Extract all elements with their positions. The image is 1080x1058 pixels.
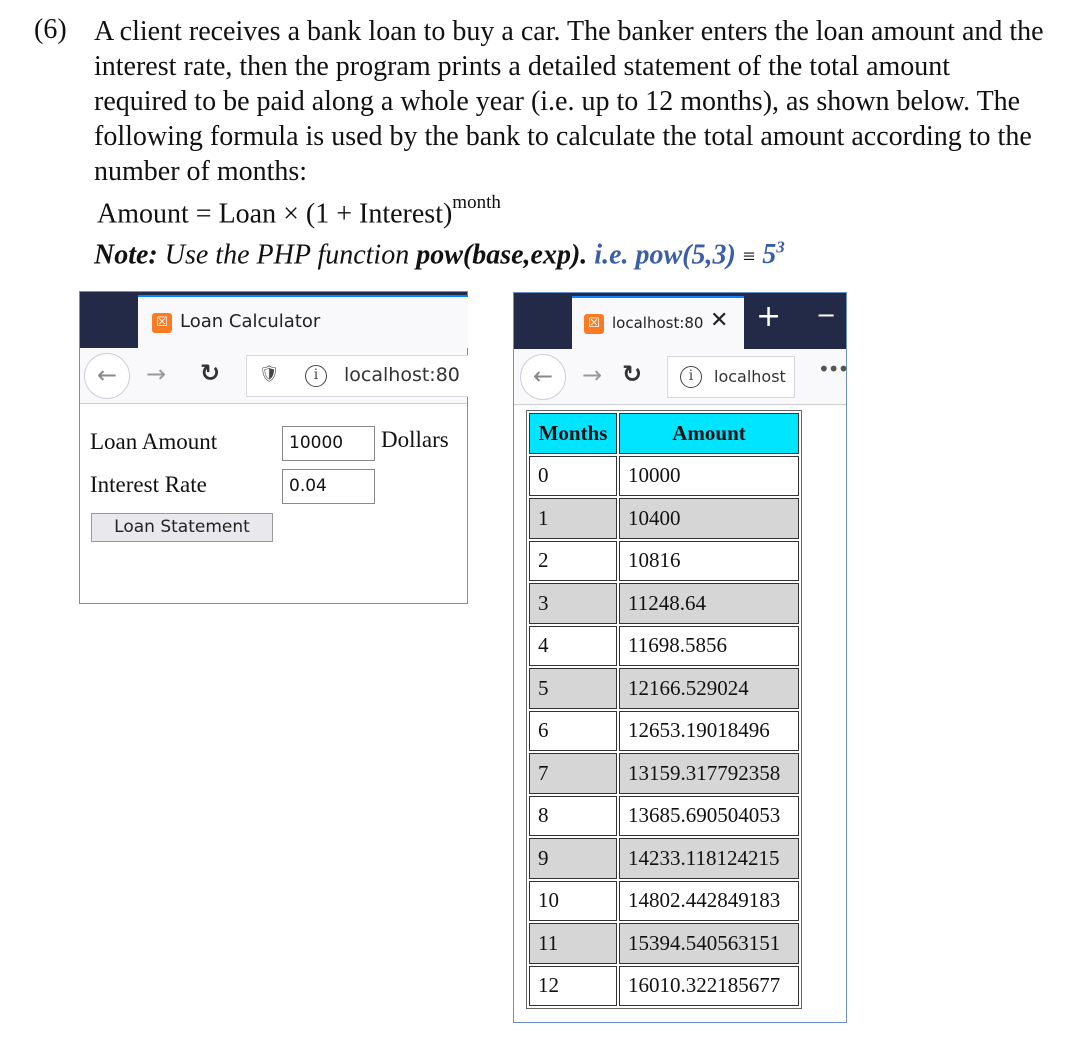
table-row [529,923,799,964]
tab-title: Loan Calculator [180,311,321,332]
more-menu-icon[interactable]: ••• [818,357,848,381]
formula-exponent: month [452,192,501,213]
nav-bar [80,348,467,404]
note [94,238,785,271]
tab-loan-calculator[interactable] [138,295,468,348]
forward-arrow-icon[interactable]: → [582,361,603,389]
table-row [529,796,799,837]
back-arrow-icon[interactable]: ← [520,354,566,400]
xampp-icon: ☒ [584,314,604,334]
back-arrow-icon[interactable]: ← [84,353,130,399]
table-row [529,838,799,879]
month-cell: 7 [529,753,617,794]
amount-header: Amount [619,413,799,454]
loan-statement-button[interactable]: Loan Statement [91,513,273,542]
amount-cell: 12653.19018496 [619,711,799,752]
amount-cell: 10000 [619,456,799,497]
table-row [529,626,799,667]
amount-cell: 13685.690504053 [619,796,799,837]
table-row [529,966,799,1007]
table-row [529,881,799,922]
amount-cell: 10816 [619,541,799,582]
question-text: A client receives a bank loan to buy a car. The banker enters the loan amount and the interest rate, then the program prints a detailed statement of the total amount required to be paid along a whole year (i.e. up to 12 months), as shown below. The following formula is used by the bank to calculate the total amount according to the number of months: [94,16,1044,187]
minimize-icon[interactable]: − [816,301,837,329]
table-row [529,753,799,794]
note-power: 3 [776,238,785,257]
amount-cell: 13159.317792358 [619,753,799,794]
formula [97,192,501,230]
loan-amount-input[interactable]: 10000 [282,426,375,461]
table-row [529,668,799,709]
month-cell: 0 [529,456,617,497]
note-text: Use the PHP function [164,239,410,271]
statement-table [526,410,802,1009]
reload-icon[interactable]: ↻ [622,360,643,388]
new-tab-icon[interactable]: + [756,299,782,334]
tab-title: localhost:80 [612,314,704,332]
note-example: i.e. pow(5,3) [594,239,736,271]
nav-bar [514,349,846,405]
amount-cell: 16010.322185677 [619,966,799,1007]
xampp-icon: ☒ [152,313,172,333]
shield-icon[interactable]: 🛡 [259,364,280,383]
month-cell: 4 [529,626,617,667]
month-cell: 12 [529,966,617,1007]
loan-calculator-window [79,291,468,604]
close-icon[interactable]: ✕ [710,308,729,333]
url-text: localhost:80 [344,364,460,386]
forward-arrow-icon[interactable]: → [146,360,167,388]
month-cell: 3 [529,583,617,624]
amount-cell: 15394.540563151 [619,923,799,964]
amount-cell: 11698.5856 [619,626,799,667]
title-bar [80,292,467,348]
formula-main: Amount = Loan × (1 + Interest) [97,198,453,230]
month-cell: 9 [529,838,617,879]
url-text: localhost [714,367,786,386]
interest-rate-input[interactable]: 0.04 [282,469,375,504]
table-row [529,456,799,497]
month-cell: 2 [529,541,617,582]
note-label: Note: [94,239,158,271]
table-header-row [529,413,799,454]
info-icon[interactable]: i [680,366,702,388]
month-cell: 8 [529,796,617,837]
dollars-label: Dollars [381,427,449,452]
url-bar[interactable] [246,355,468,397]
interest-rate-label: Interest Rate [90,472,207,497]
note-function: pow(base,exp). [416,239,588,271]
month-cell: 6 [529,711,617,752]
month-cell: 11 [529,923,617,964]
month-cell: 5 [529,668,617,709]
note-base: $5^3$ [762,238,785,271]
table-row [529,541,799,582]
note-equiv: ≡ [742,243,756,269]
loan-amount-label: Loan Amount [90,429,218,454]
url-bar[interactable] [667,356,795,398]
amount-cell: 10400 [619,498,799,539]
page-content [80,404,467,603]
reload-icon[interactable]: ↻ [200,359,221,387]
table-row [529,583,799,624]
months-header: Months [529,413,617,454]
info-icon[interactable]: i [305,365,327,387]
table-row [529,711,799,752]
question-number: (6) [34,14,67,45]
table-row [529,498,799,539]
amount-cell: 14802.442849183 [619,881,799,922]
amount-cell: 12166.529024 [619,668,799,709]
tab-localhost[interactable] [572,296,744,349]
month-cell: 10 [529,881,617,922]
title-bar [514,293,846,349]
amount-cell: 11248.64 [619,583,799,624]
month-cell: 1 [529,498,617,539]
amount-cell: 14233.118124215 [619,838,799,879]
